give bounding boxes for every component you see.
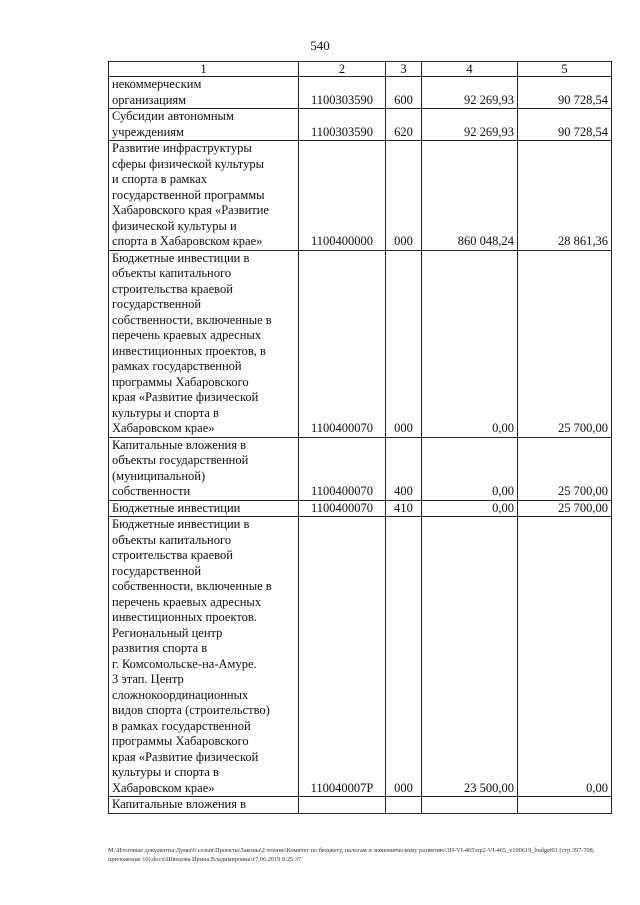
expense-type-cell: 000 <box>386 141 422 251</box>
amount-col4-cell: 0,00 <box>422 500 518 517</box>
table-row <box>109 517 612 797</box>
column-header: 3 <box>386 62 422 77</box>
amount-col4-cell <box>422 797 518 814</box>
amount-col5-cell: 90 728,54 <box>518 77 612 109</box>
row-name-cell: Бюджетные инвестиции <box>109 500 299 517</box>
target-article-code-cell: 1100400070 <box>299 250 386 437</box>
table-row <box>109 109 612 141</box>
amount-col4-cell: 92 269,93 <box>422 77 518 109</box>
amount-col5-cell: 90 728,54 <box>518 109 612 141</box>
amount-col5-cell: 25 700,00 <box>518 500 612 517</box>
amount-col5-cell: 0,00 <box>518 517 612 797</box>
column-header: 2 <box>299 62 386 77</box>
amount-col5-cell: 25 700,00 <box>518 437 612 500</box>
target-article-code-cell: 1100303590 <box>299 109 386 141</box>
table-row <box>109 500 612 517</box>
expense-type-cell: 400 <box>386 437 422 500</box>
page-number: 540 <box>310 38 330 53</box>
amount-col5-cell: 25 700,00 <box>518 250 612 437</box>
row-name-cell: Бюджетные инвестиции в объекты капитального строительства краевой государственной собственности, включенные в перечень краевых адресных инвестиционных проектов. Региональный центр развития спорта в г. Комсомольске-на-Амуре. 3 этап. Центр сложнокоординационных видов спорта (строительство) в рамках государственной программы Хабаровского края «Развитие физической культуры и спорта в Хабаровском крае» <box>109 517 299 797</box>
table-header-row <box>109 62 612 77</box>
target-article-code-cell: 110040007Р <box>299 517 386 797</box>
expense-type-cell: 620 <box>386 109 422 141</box>
target-article-code-cell: 1100400070 <box>299 437 386 500</box>
amount-col5-cell: 28 861,36 <box>518 141 612 251</box>
amount-col4-cell: 0,00 <box>422 250 518 437</box>
row-name-cell: Капитальные вложения в объекты государственной (муниципальной) собственности <box>109 437 299 500</box>
expense-type-cell: 410 <box>386 500 422 517</box>
amount-col4-cell: 860 048,24 <box>422 141 518 251</box>
expense-type-cell: 600 <box>386 77 422 109</box>
expense-type-cell: 000 <box>386 250 422 437</box>
row-name-cell: Развитие инфраструктуры сферы физической культуры и спорта в рамках государственной программы Хабаровского края «Развитие физической культуры и спорта в Хабаровском крае» <box>109 141 299 251</box>
amount-col4-cell: 23 500,00 <box>422 517 518 797</box>
target-article-code-cell: 1100400070 <box>299 500 386 517</box>
table-row <box>109 437 612 500</box>
amount-col4-cell: 92 269,93 <box>422 109 518 141</box>
expense-type-cell <box>386 797 422 814</box>
table-row <box>109 77 612 109</box>
target-article-code-cell: 1100303590 <box>299 77 386 109</box>
row-name-cell: Капитальные вложения в <box>109 797 299 814</box>
table-row <box>109 141 612 251</box>
table-row <box>109 797 612 814</box>
row-name-cell: Субсидии автономным учреждениям <box>109 109 299 141</box>
column-header: 5 <box>518 62 612 77</box>
target-article-code-cell: 1100400000 <box>299 141 386 251</box>
amount-col5-cell <box>518 797 612 814</box>
target-article-code-cell <box>299 797 386 814</box>
column-header: 1 <box>109 62 299 77</box>
amount-col4-cell: 0,00 <box>422 437 518 500</box>
row-name-cell: Бюджетные инвестиции в объекты капитального строительства краевой государственной собственности, включенные в перечень краевых адресных инвестиционных проектов, в рамках государственной программы Хабаровского края «Развитие физической культуры и спорта в Хабаровском крае» <box>109 250 299 437</box>
row-name-cell: некоммерческим организациям <box>109 77 299 109</box>
table-row <box>109 250 612 437</box>
column-header: 4 <box>422 62 518 77</box>
document-path-footer: М:\Итоговые документы Думы\6 созыв\Проекты\Законы\2 чтение\Комитет по бюджету, налогам и экономическому развитию\3П-VI-465\пр2-VI-465_v190619_budget01 (стр.397-708, приложение 10).docx\Швецова Ирина Владимировна\17.06.2019 8:25:37 <box>108 847 595 863</box>
budget-table <box>108 61 612 814</box>
expense-type-cell: 000 <box>386 517 422 797</box>
